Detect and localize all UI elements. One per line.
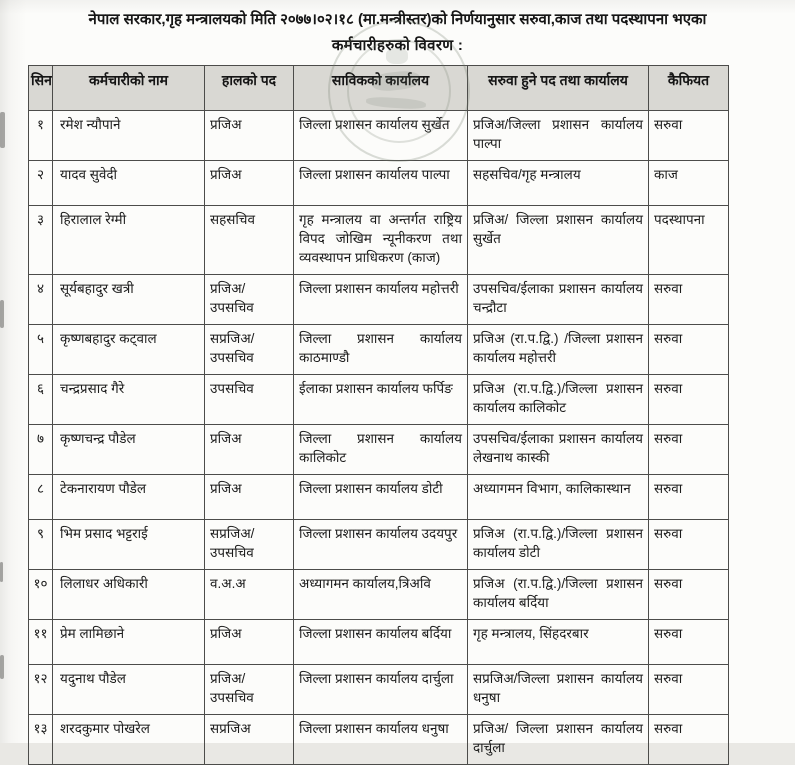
- cell-current_post: प्रजिअ: [205, 425, 294, 475]
- cell-remark: सरुवा: [649, 570, 729, 620]
- document-title-line1: नेपाल सरकार,गृह मन्त्रालयको मिति २०७७।०२।१८ (मा.मन्त्रीस्तर)को निर्णयानुसार सरुवा,काज तथा पदस्थापना भएका: [88, 11, 707, 28]
- cell-former_office: जिल्ला प्रशासन कार्यालय बर्दिया: [294, 620, 468, 665]
- cell-sn: ९: [29, 520, 53, 570]
- cell-new_post_office: प्रजिअ/ जिल्ला प्रशासन कार्यालय दार्चुला: [468, 715, 649, 765]
- cell-sn: १२: [29, 665, 53, 715]
- cell-remark: सरुवा: [649, 375, 729, 425]
- table-row: [29, 275, 729, 325]
- cell-current_post: प्रजिअ/ उपसचिव: [205, 665, 294, 715]
- cell-former_office: जिल्ला प्रशासन कार्यालय कालिकोट: [294, 425, 468, 475]
- cell-remark: सरुवा: [649, 715, 729, 765]
- cell-sn: ११: [29, 620, 53, 665]
- cell-name: चन्द्रप्रसाद गैरे: [53, 375, 205, 425]
- column-header-current_post: हालको पद: [205, 66, 294, 111]
- cell-name: यदुनाथ पौडेल: [53, 665, 205, 715]
- table-row: [29, 111, 729, 161]
- column-header-new_post_office: सरुवा हुने पद तथा कार्यालय: [468, 66, 649, 111]
- table-row: [29, 206, 729, 275]
- table-row: [29, 620, 729, 665]
- cell-current_post: सप्रजिअ/ उपसचिव: [205, 520, 294, 570]
- cell-former_office: जिल्ला प्रशासन कार्यालय उदयपुर: [294, 520, 468, 570]
- cell-current_post: सप्रजिअ/ उपसचिव: [205, 325, 294, 375]
- cell-name: हिरालाल रेग्मी: [53, 206, 205, 275]
- table-row: [29, 475, 729, 520]
- cell-former_office: जिल्ला प्रशासन कार्यालय काठमाण्डौ: [294, 325, 468, 375]
- scan-artifact: [0, 562, 3, 582]
- cell-former_office: जिल्ला प्रशासन कार्यालय सुर्खेत: [294, 111, 468, 161]
- cell-remark: काज: [649, 161, 729, 206]
- column-header-remark: कैफियत: [649, 66, 729, 111]
- cell-sn: १: [29, 111, 53, 161]
- table-row: [29, 161, 729, 206]
- table-row: [29, 570, 729, 620]
- cell-name: सूर्यबहादुर खत्री: [53, 275, 205, 325]
- cell-remark: सरुवा: [649, 520, 729, 570]
- table-row: [29, 425, 729, 475]
- scan-artifact: [0, 112, 5, 148]
- cell-former_office: जिल्ला प्रशासन कार्यालय डोटी: [294, 475, 468, 520]
- document-title-line2: कर्मचारीहरुको विवरण :: [331, 37, 464, 54]
- column-header-name: कर्मचारीको नाम: [53, 66, 205, 111]
- cell-sn: २: [29, 161, 53, 206]
- cell-remark: सरुवा: [649, 111, 729, 161]
- cell-name: भिम प्रसाद भट्टराई: [53, 520, 205, 570]
- employee-transfer-table: [28, 65, 729, 765]
- cell-remark: सरुवा: [649, 425, 729, 475]
- cell-remark: सरुवा: [649, 620, 729, 665]
- table-row: [29, 375, 729, 425]
- cell-new_post_office: सहसचिव/गृह मन्त्रालय: [468, 161, 649, 206]
- cell-current_post: सहसचिव: [205, 206, 294, 275]
- cell-sn: ४: [29, 275, 53, 325]
- scan-artifact: [0, 655, 4, 679]
- column-header-former_office: साविकको कार्यालय: [294, 66, 468, 111]
- cell-new_post_office: प्रजिअ/ जिल्ला प्रशासन कार्यालय सुर्खेत: [468, 206, 649, 275]
- cell-name: टेकनारायण पौडेल: [53, 475, 205, 520]
- cell-name: रमेश न्यौपाने: [53, 111, 205, 161]
- scan-artifact: [0, 300, 4, 328]
- cell-sn: ६: [29, 375, 53, 425]
- cell-new_post_office: प्रजिअ/जिल्ला प्रशासन कार्यालय पाल्पा: [468, 111, 649, 161]
- table-body: [29, 111, 729, 765]
- column-header-sn: सिन: [29, 66, 53, 111]
- table-header-row: [29, 66, 729, 111]
- cell-former_office: अध्यागमन कार्यालय,त्रिअवि: [294, 570, 468, 620]
- cell-new_post_office: उपसचिव/ईलाका प्रशासन कार्यालय चन्द्रौटा: [468, 275, 649, 325]
- cell-sn: १३: [29, 715, 53, 765]
- cell-new_post_office: सप्रजिअ/जिल्ला प्रशासन कार्यालय धनुषा: [468, 665, 649, 715]
- cell-sn: ३: [29, 206, 53, 275]
- cell-former_office: जिल्ला प्रशासन कार्यालय धनुषा: [294, 715, 468, 765]
- cell-remark: पदस्थापना: [649, 206, 729, 275]
- table-row: [29, 325, 729, 375]
- cell-current_post: सप्रजिअ: [205, 715, 294, 765]
- cell-name: शरदकुमार पोखरेल: [53, 715, 205, 765]
- cell-name: यादव सुवेदी: [53, 161, 205, 206]
- cell-sn: ५: [29, 325, 53, 375]
- cell-name: कृष्णचन्द्र पौडेल: [53, 425, 205, 475]
- cell-name: कृष्णबहादुर कट्वाल: [53, 325, 205, 375]
- cell-remark: सरुवा: [649, 475, 729, 520]
- cell-current_post: उपसचिव: [205, 375, 294, 425]
- document-title: [30, 7, 765, 59]
- cell-remark: सरुवा: [649, 275, 729, 325]
- cell-former_office: जिल्ला प्रशासन कार्यालय पाल्पा: [294, 161, 468, 206]
- cell-new_post_office: प्रजिअ (रा.प.द्वि.)/जिल्ला प्रशासन कार्यालय डोटी: [468, 520, 649, 570]
- cell-new_post_office: गृह मन्त्रालय, सिंहदरबार: [468, 620, 649, 665]
- cell-current_post: प्रजिअ: [205, 161, 294, 206]
- cell-sn: ७: [29, 425, 53, 475]
- cell-new_post_office: प्रजिअ (रा.प.द्वि.) /जिल्ला प्रशासन कार्यालय महोत्तरी: [468, 325, 649, 375]
- cell-new_post_office: अध्यागमन विभाग, कालिकास्थान: [468, 475, 649, 520]
- cell-current_post: प्रजिअ: [205, 111, 294, 161]
- cell-former_office: ईलाका प्रशासन कार्यालय फर्पिङ: [294, 375, 468, 425]
- table-row: [29, 520, 729, 570]
- cell-remark: सरुवा: [649, 325, 729, 375]
- cell-current_post: प्रजिअ/ उपसचिव: [205, 275, 294, 325]
- cell-current_post: प्रजिअ: [205, 475, 294, 520]
- table-row: [29, 665, 729, 715]
- cell-current_post: व.अ.अ: [205, 570, 294, 620]
- cell-name: प्रेम लामिछाने: [53, 620, 205, 665]
- cell-current_post: प्रजिअ: [205, 620, 294, 665]
- cell-new_post_office: प्रजिअ (रा.प.द्वि.)/जिल्ला प्रशासन कार्यालय कालिकोट: [468, 375, 649, 425]
- cell-sn: ८: [29, 475, 53, 520]
- cell-former_office: जिल्ला प्रशासन कार्यालय महोत्तरी: [294, 275, 468, 325]
- cell-former_office: जिल्ला प्रशासन कार्यालय दार्चुला: [294, 665, 468, 715]
- table-row: [29, 715, 729, 765]
- cell-name: लिलाधर अधिकारी: [53, 570, 205, 620]
- cell-former_office: गृह मन्त्रालय वा अन्तर्गत राष्ट्रिय विपद जोखिम न्यूनीकरण तथा व्यवस्थापन प्राधिकरण (काज): [294, 206, 468, 275]
- cell-remark: सरुवा: [649, 665, 729, 715]
- cell-sn: १०: [29, 570, 53, 620]
- cell-new_post_office: उपसचिव/ईलाका प्रशासन कार्यालय लेखनाथ कास्की: [468, 425, 649, 475]
- cell-new_post_office: प्रजिअ (रा.प.द्वि.)/जिल्ला प्रशासन कार्यालय बर्दिया: [468, 570, 649, 620]
